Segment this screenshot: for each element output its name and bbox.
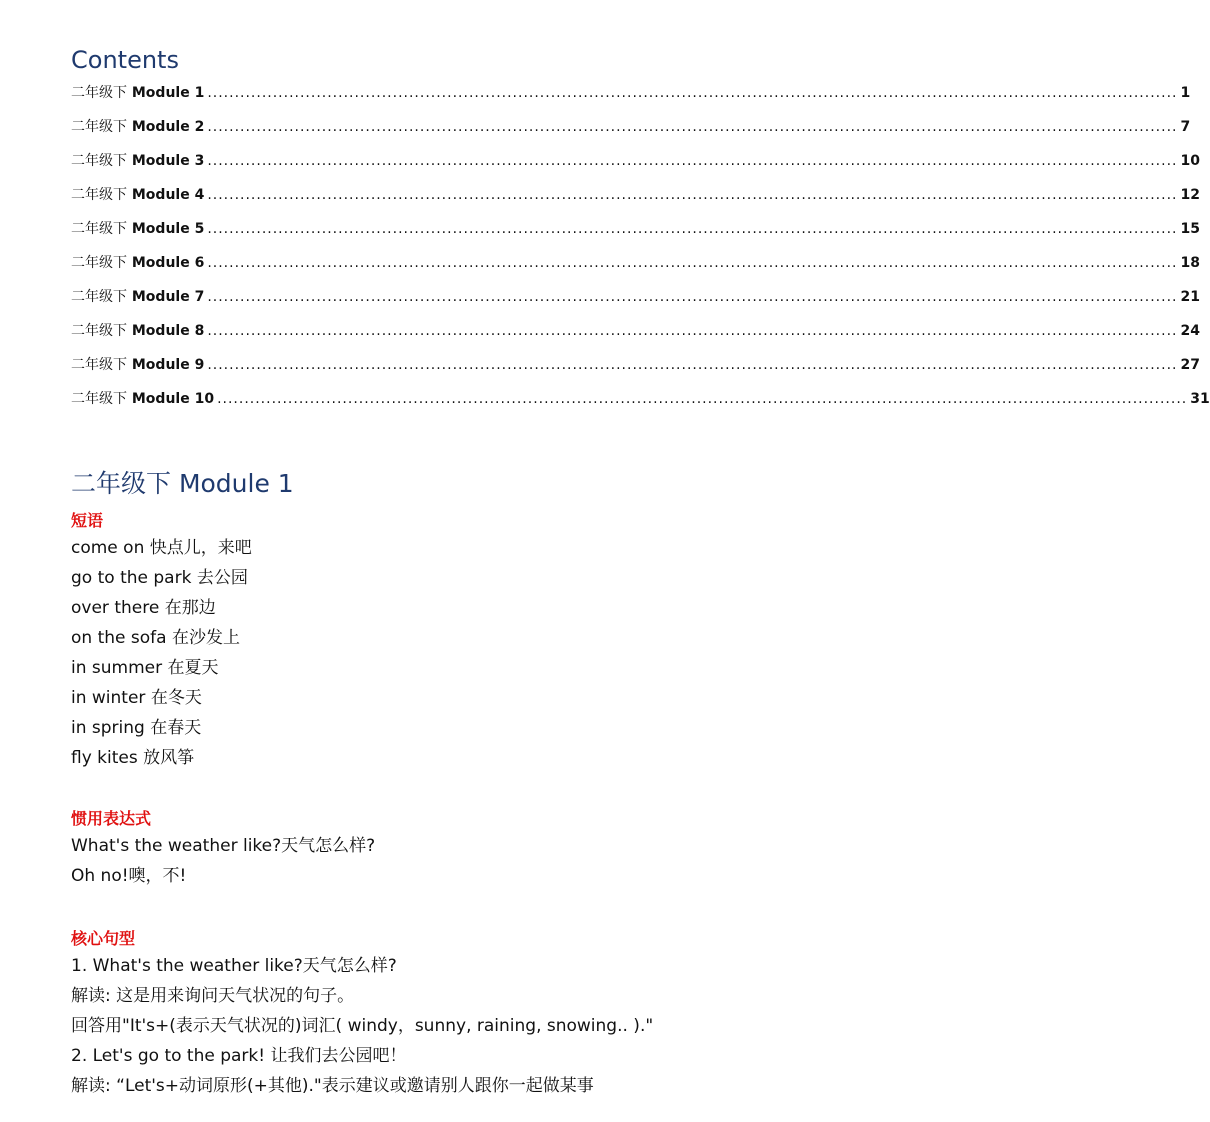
- section-title: 二年级下 Module 1: [71, 469, 294, 498]
- toc-leader-dots: ..................................................................................................................................................................................: [207, 255, 1178, 271]
- pattern-line: 解读: “Let's+动词原形(+其他)."表示建议或邀请别人跟你一起做某事: [71, 1076, 594, 1096]
- toc-leader-dots: ..................................................................................................................................................................................: [207, 289, 1178, 305]
- toc-entry-page: 10: [1180, 153, 1200, 169]
- toc-entry-prefix: 二年级下: [71, 119, 127, 135]
- toc-leader-dots: ..................................................................................................................................................................................: [207, 187, 1178, 203]
- phrase-item: fly kites 放风筝: [71, 748, 195, 768]
- toc-entry-module: Module 5: [131, 221, 205, 237]
- toc-entry[interactable]: [71, 388, 1210, 422]
- toc-entry-prefix: 二年级下: [71, 357, 127, 373]
- toc-leader-dots: ..................................................................................................................................................................................: [207, 357, 1178, 373]
- toc-entry[interactable]: [71, 354, 1200, 388]
- phrase-item: go to the park 去公园: [71, 568, 248, 588]
- toc-entry-module: Module 10: [131, 391, 215, 407]
- phrase-item: in spring 在春天: [71, 718, 202, 738]
- toc-list: [71, 82, 1210, 422]
- toc-entry-page: 15: [1180, 221, 1200, 237]
- toc-entry-module: Module 6: [131, 255, 205, 271]
- phrases-list: [71, 533, 252, 773]
- patterns-heading: 核心句型: [71, 929, 136, 948]
- toc-entry-prefix: 二年级下: [71, 221, 127, 237]
- toc-entry-prefix: 二年级下: [71, 85, 127, 101]
- phrases-heading: 短语: [71, 511, 104, 530]
- toc-entry-module: Module 4: [131, 187, 205, 203]
- pattern-line: 2. Let's go to the park! 让我们去公园吧！: [71, 1046, 407, 1066]
- toc-entry-module: Module 2: [131, 119, 205, 135]
- toc-entry[interactable]: [71, 252, 1200, 286]
- toc-entry[interactable]: [71, 320, 1200, 354]
- pattern-line: 1. What's the weather like?天气怎么样?: [71, 956, 397, 976]
- toc-entry-module: Module 7: [131, 289, 205, 305]
- toc-entry[interactable]: [71, 150, 1200, 184]
- toc-entry-module: Module 1: [131, 85, 205, 101]
- toc-leader-dots: ..................................................................................................................................................................................: [207, 221, 1178, 237]
- expression-item: What's the weather like?天气怎么样?: [71, 836, 376, 856]
- toc-entry[interactable]: [71, 286, 1200, 320]
- toc-entry-prefix: 二年级下: [71, 153, 127, 169]
- toc-entry[interactable]: [71, 82, 1191, 116]
- pattern-line: 回答用"It's+(表示天气状况的)词汇( windy，sunny, raining, snowing.. ).": [71, 1016, 654, 1036]
- toc-entry-module: Module 9: [131, 357, 205, 373]
- toc-leader-dots: ..................................................................................................................................................................................: [207, 85, 1178, 101]
- toc-entry-page: 1: [1180, 85, 1191, 101]
- phrase-item: over there 在那边: [71, 598, 216, 618]
- expressions-heading: 惯用表达式: [71, 809, 152, 828]
- toc-entry-page: 7: [1180, 119, 1191, 135]
- phrase-item: on the sofa 在沙发上: [71, 628, 240, 648]
- toc-entry-module: Module 3: [131, 153, 205, 169]
- toc-title: Contents: [71, 46, 179, 74]
- phrase-item: in summer 在夏天: [71, 658, 219, 678]
- toc-entry-prefix: 二年级下: [71, 323, 127, 339]
- patterns-list: [71, 951, 653, 1101]
- toc-entry-page: 21: [1180, 289, 1200, 305]
- toc-leader-dots: ..................................................................................................................................................................................: [207, 119, 1178, 135]
- phrase-item: come on 快点儿，来吧: [71, 538, 252, 558]
- toc-entry[interactable]: [71, 116, 1191, 150]
- toc-entry[interactable]: [71, 218, 1200, 252]
- pattern-line: 解读: 这是用来询问天气状况的句子。: [71, 986, 355, 1006]
- toc-entry-prefix: 二年级下: [71, 255, 127, 271]
- toc-leader-dots: ..................................................................................................................................................................................: [217, 391, 1188, 407]
- toc-entry-page: 18: [1180, 255, 1200, 271]
- toc-leader-dots: ..................................................................................................................................................................................: [207, 153, 1178, 169]
- toc-leader-dots: ..................................................................................................................................................................................: [207, 323, 1178, 339]
- toc-entry[interactable]: [71, 184, 1200, 218]
- toc-entry-page: 31: [1190, 391, 1210, 407]
- toc-entry-prefix: 二年级下: [71, 187, 127, 203]
- toc-entry-page: 12: [1180, 187, 1200, 203]
- toc-entry-page: 24: [1180, 323, 1200, 339]
- expression-item: Oh no!噢，不!: [71, 866, 187, 886]
- toc-entry-module: Module 8: [131, 323, 205, 339]
- expressions-list: [71, 831, 375, 891]
- toc-entry-page: 27: [1180, 357, 1200, 373]
- toc-entry-prefix: 二年级下: [71, 289, 127, 305]
- toc-entry-prefix: 二年级下: [71, 391, 127, 407]
- phrase-item: in winter 在冬天: [71, 688, 202, 708]
